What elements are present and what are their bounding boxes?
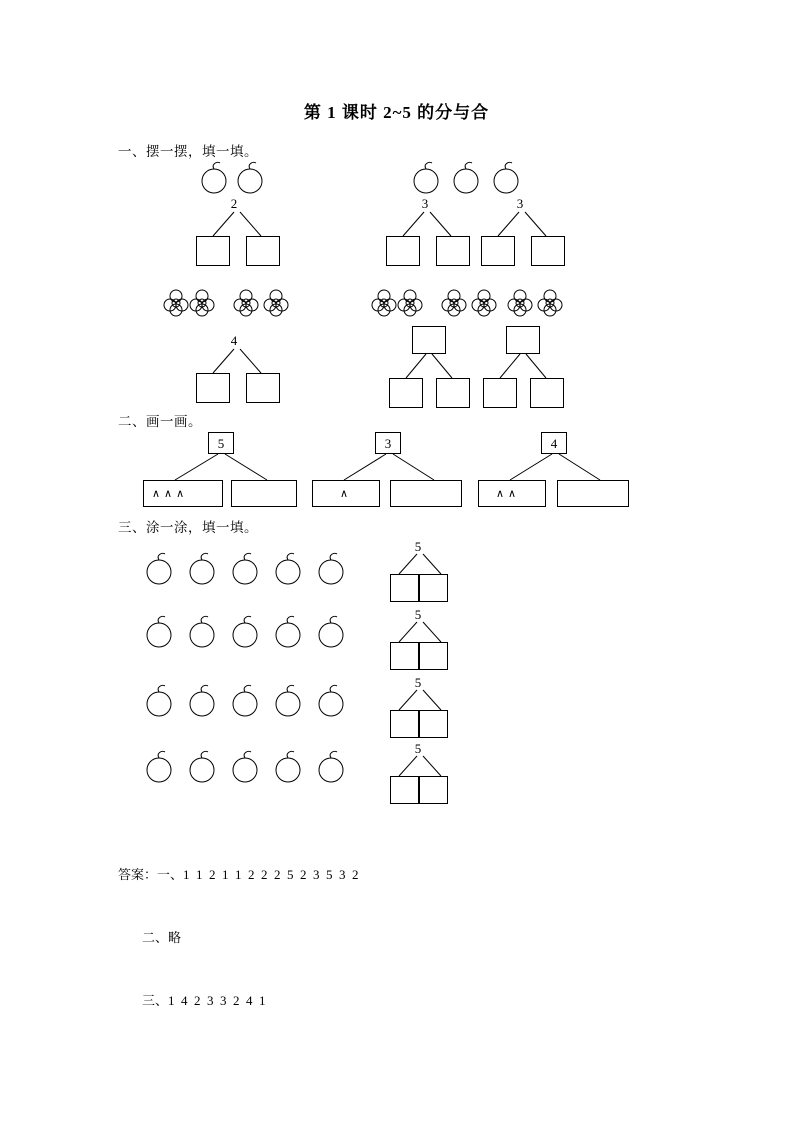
- answer-box[interactable]: [386, 236, 420, 266]
- answer-line-3: 三、1 4 2 3 3 2 4 1: [142, 993, 266, 1008]
- answer-box[interactable]: [436, 236, 470, 266]
- fruit-row-3: [145, 682, 355, 716]
- draw-box-right[interactable]: [557, 480, 629, 507]
- answer-box[interactable]: [196, 373, 230, 403]
- number-total-b: 3: [421, 196, 429, 211]
- page-title: 第 1 课时 2~5 的分与合: [303, 103, 490, 122]
- answer-box[interactable]: [436, 378, 470, 408]
- answer-line-2: 二、略: [142, 930, 182, 945]
- number-total-e3-2: 5: [414, 607, 422, 622]
- draw-box-right[interactable]: [231, 480, 297, 507]
- section-heading-1: 一、摆一摆，填一填。: [118, 144, 258, 159]
- branch-lines-e2-3: [478, 454, 638, 482]
- answer-box[interactable]: [246, 373, 280, 403]
- number-total-e3-3: 5: [414, 675, 422, 690]
- fruit-row-2: [145, 613, 355, 647]
- branch-lines-f: [482, 354, 582, 380]
- branch-lines-e3-3: [385, 690, 475, 712]
- answer-box[interactable]: [419, 574, 448, 602]
- answer-box[interactable]: [196, 236, 230, 266]
- fruit-row-1: [145, 550, 355, 584]
- number-total-d: 4: [230, 333, 238, 348]
- branch-lines-b: [385, 212, 485, 238]
- number-total-e2-3: 4: [550, 436, 558, 451]
- answer-line-1: 答案：一、1 1 2 1 1 2 2 2 5 2 3 5 3 2: [118, 867, 359, 882]
- fruit-group-b: [412, 160, 522, 192]
- number-total-c: 3: [516, 196, 524, 211]
- branch-lines-e2-1: [143, 454, 303, 482]
- fruit-row-4: [145, 748, 355, 782]
- branch-lines-e3-2: [385, 622, 475, 644]
- branch-lines-e: [388, 354, 488, 380]
- number-total-e2-1: 5: [217, 436, 225, 451]
- number-total-a: 2: [230, 196, 238, 211]
- answer-box[interactable]: [419, 710, 448, 738]
- section-heading-2: 二、画一画。: [118, 414, 202, 429]
- answer-box[interactable]: [481, 236, 515, 266]
- triangle-marks: ∧∧∧: [152, 488, 189, 500]
- flower-group-b: [370, 286, 580, 320]
- answer-box[interactable]: [419, 776, 448, 804]
- number-total-e3-1: 5: [414, 539, 422, 554]
- answer-box[interactable]: [389, 378, 423, 408]
- branch-lines-e3-4: [385, 756, 475, 778]
- answer-box-top[interactable]: [412, 326, 446, 354]
- answer-box[interactable]: [390, 710, 419, 738]
- answer-box[interactable]: [390, 574, 419, 602]
- answer-box[interactable]: [530, 378, 564, 408]
- triangle-marks: ∧: [340, 488, 353, 500]
- answer-box[interactable]: [483, 378, 517, 408]
- flower-group-a: [158, 286, 323, 320]
- answer-box[interactable]: [390, 642, 419, 670]
- section-heading-3: 三、涂一涂，填一填。: [118, 520, 258, 535]
- answer-box[interactable]: [419, 642, 448, 670]
- fruit-group-a: [200, 160, 270, 192]
- answer-box[interactable]: [390, 776, 419, 804]
- answer-box[interactable]: [531, 236, 565, 266]
- answer-box[interactable]: [246, 236, 280, 266]
- answer-key: [118, 822, 359, 1053]
- number-total-e3-4: 5: [414, 741, 422, 756]
- answer-box-top[interactable]: [506, 326, 540, 354]
- triangle-marks: ∧∧: [496, 488, 521, 500]
- branch-lines-a: [195, 212, 295, 238]
- branch-lines-e3-1: [385, 554, 475, 576]
- draw-box-right[interactable]: [390, 480, 462, 507]
- branch-lines-d: [195, 349, 295, 375]
- branch-lines-c: [480, 212, 580, 238]
- number-total-e2-2: 3: [384, 436, 392, 451]
- branch-lines-e2-2: [312, 454, 472, 482]
